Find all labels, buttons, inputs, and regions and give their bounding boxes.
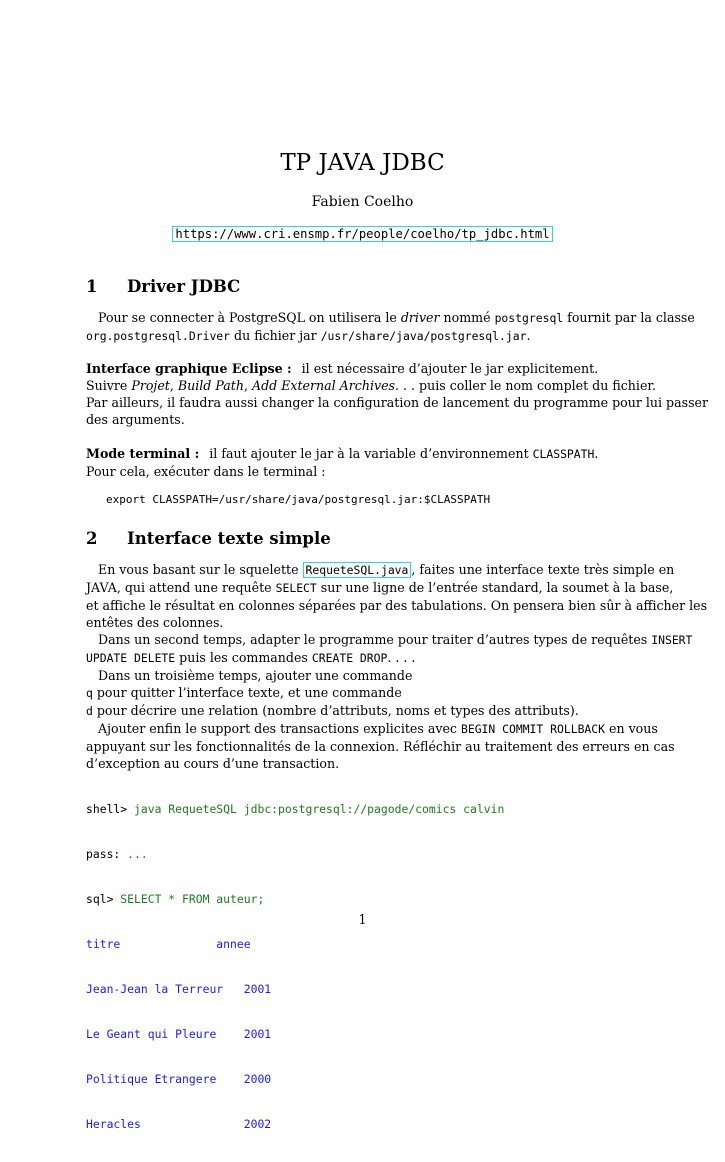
session-line-1 (86, 802, 504, 817)
text: des arguments. (86, 412, 185, 427)
document-title: TP JAVA JDBC (280, 150, 445, 176)
section-1-heading (86, 277, 240, 296)
q-command: q (86, 686, 93, 700)
result-row: Jean-Jean la Terreur 2001 (86, 982, 272, 996)
section-1-number: 1 (86, 277, 98, 296)
text: en vous (605, 721, 658, 736)
text: Suivre (86, 378, 132, 393)
terminal-paragraph (86, 445, 639, 480)
transaction-keywords: BEGIN COMMIT ROLLBACK (460, 722, 605, 736)
text: . (594, 446, 599, 461)
text: Pour cela, exécuter dans le terminal : (86, 464, 326, 479)
text: , (169, 378, 178, 393)
text: , (243, 378, 252, 393)
session-example (86, 772, 504, 1162)
session-line-3 (86, 892, 504, 907)
create-drop-keywords: CREATE DROP (311, 651, 388, 665)
pass-value: ... (127, 847, 148, 861)
text: entêtes des colonnes. (86, 615, 224, 630)
text: fournit par la classe (563, 310, 695, 325)
page-number: 1 (358, 912, 367, 927)
terminal-label: Mode terminal : (86, 446, 200, 461)
section-2-heading (86, 529, 331, 548)
section-1-title: Driver JDBC (126, 277, 241, 296)
document-author: Fabien Coelho (311, 194, 414, 210)
text: il est nécessaire d’ajouter le jar explicitement. (297, 361, 599, 376)
text: du fichier jar (230, 328, 321, 343)
section-2-number: 2 (86, 529, 98, 548)
session-line-2 (86, 847, 504, 862)
pass-prompt: pass: (86, 847, 128, 861)
result-row: Le Geant qui Pleure 2001 (86, 1027, 272, 1041)
text: pour décrire une relation (nombre d’attributs, noms et types des attributs). (92, 703, 579, 718)
insert-keyword: INSERT (651, 633, 693, 647)
result-header: titre annee (86, 937, 251, 951)
section-2-paragraphs (86, 561, 708, 772)
menu-add-external-archives: Add External Archives. . . (251, 378, 416, 393)
section-1-paragraph (86, 309, 695, 345)
jar-path: /usr/share/java/postgresql.jar (320, 329, 527, 343)
select-keyword: SELECT (275, 581, 317, 595)
shell-prompt: shell> (86, 802, 135, 816)
eclipse-paragraph (86, 360, 709, 428)
eclipse-label: Interface graphique Eclipse : (86, 361, 292, 376)
menu-projet: Projet (131, 378, 170, 393)
text: Dans un troisième temps, ajouter une commande (98, 668, 413, 683)
driver-class: org.postgresql.Driver (86, 329, 231, 343)
result-row: Politique Etrangere 2000 (86, 1072, 272, 1086)
text: En vous basant sur le squelette (98, 562, 303, 577)
d-command: d (86, 704, 93, 718)
text: Pour se connecter à PostgreSQL on utilisera le (98, 310, 401, 325)
text: appuyant sur les fonctionnalités de la connexion. Réfléchir au traitement des erreurs en cas (86, 739, 675, 754)
result-row: Heracles 2002 (86, 1117, 272, 1131)
shell-command: java RequeteSQL jdbc:postgresql://pagode/comics calvin (134, 802, 505, 816)
text: nommé (439, 310, 495, 325)
text: Dans un second temps, adapter le programme pour traiter d’autres types de requêtes (98, 632, 652, 647)
text: et affiche le résultat en colonnes séparées par des tabulations. On pensera bien sûr à afficher les (86, 598, 708, 613)
export-command: export CLASSPATH=/usr/share/java/postgresql.jar:$CLASSPATH (106, 493, 491, 506)
text: d’exception au cours d’une transaction. (86, 756, 340, 771)
sql-prompt: sql> (86, 892, 121, 906)
text: sur une ligne de l’entrée standard, la soumet à la base, (316, 580, 674, 595)
menu-build-path: Build Path (177, 378, 244, 393)
text: Ajouter enfin le support des transactions explicites avec (98, 721, 461, 736)
text: Par ailleurs, il faudra aussi changer la configuration de lancement du programme pour lui passer (86, 395, 709, 410)
section-2-title: Interface texte simple (126, 529, 331, 548)
text: JAVA, qui attend une requête (86, 580, 276, 595)
text: . . . . (387, 650, 416, 665)
sql-command: SELECT * FROM auteur; (120, 892, 265, 906)
requetesql-link[interactable]: RequeteSQL.java (303, 562, 412, 578)
text: , faites une interface texte très simple en (411, 562, 675, 577)
text: . (526, 328, 531, 343)
text: il faut ajouter le jar à la variable d’environnement (205, 446, 533, 461)
text: puis coller le nom complet du fichier. (415, 378, 657, 393)
postgresql-name: postgresql (494, 311, 564, 325)
driver-term: driver (400, 310, 440, 325)
update-delete-keywords: UPDATE DELETE (86, 651, 176, 665)
url-row (0, 223, 725, 242)
text: puis les commandes (175, 650, 312, 665)
text: pour quitter l’interface texte, et une commande (92, 685, 402, 700)
document-url-link[interactable]: https://www.cri.ensmp.fr/people/coelho/tp_jdbc.html (172, 226, 552, 242)
classpath-var: CLASSPATH (532, 447, 595, 461)
